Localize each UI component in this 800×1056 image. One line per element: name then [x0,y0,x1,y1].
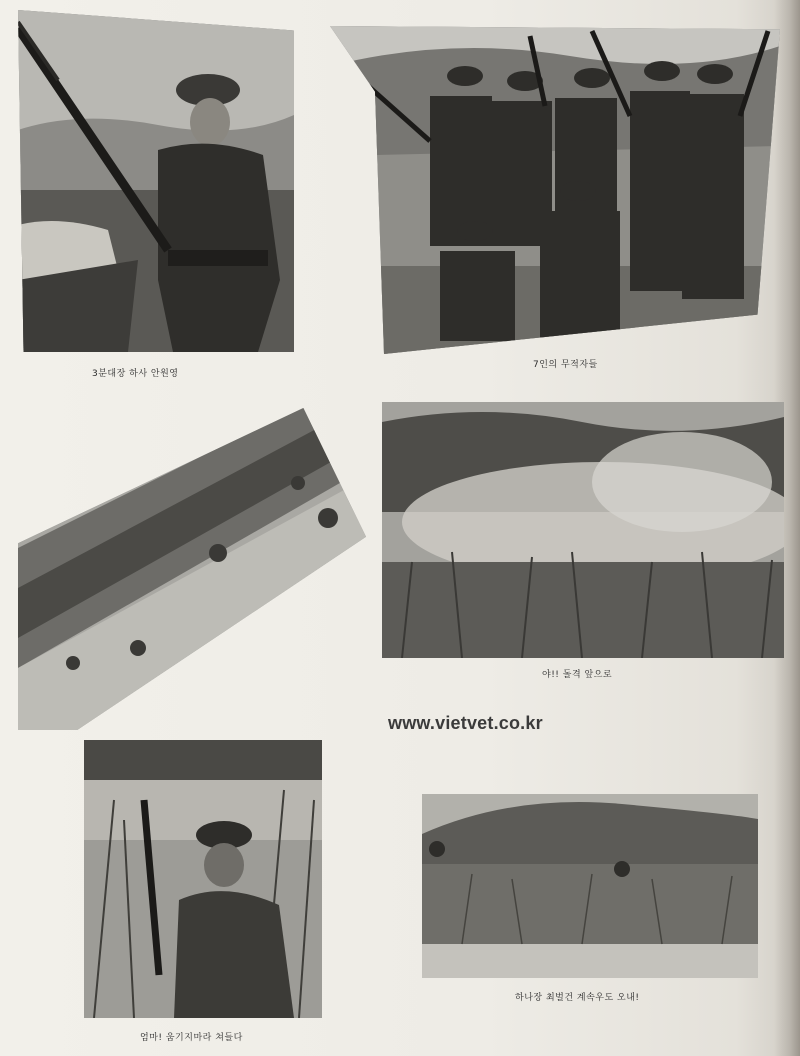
caption-charge-forward: 야!! 돌격 앞으로 [542,670,613,680]
photo-crouching-soldier [84,740,322,1018]
photo-squad-leader [18,10,294,352]
caption-crouching-soldier: 엄마! 움기지마라 쳐들다 [140,1033,243,1043]
photo-seven-soldiers [330,26,780,354]
watermark-url: www.vietvet.co.kr [388,713,543,733]
caption-squad-leader: 3분대장 하사 안원영 [92,369,179,379]
photo-landscape-patrol [422,794,758,978]
caption-landscape-patrol: 하나장 최벌건 계속우도 오내! [515,993,640,1003]
photo-charge-forward [382,402,784,658]
caption-seven-soldiers: 7인의 무적자들 [533,360,598,370]
